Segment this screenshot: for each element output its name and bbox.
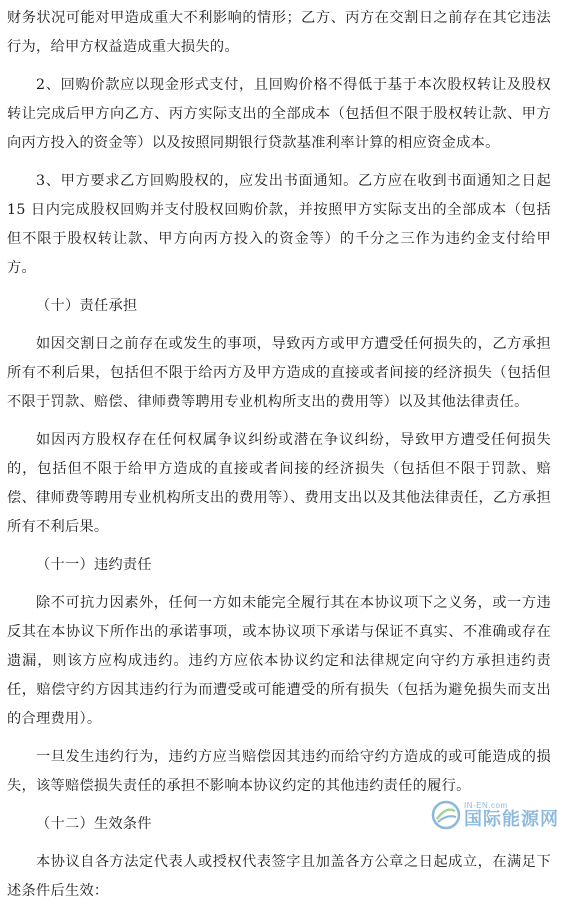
body-paragraph: 如因丙方股权存在任何权属争议纠纷或潜在争议纠纷，导致甲方遭受任何损失的，包括但不限于给甲方造成的直接或者间接的经济损失（包括但不限于罚款、赔偿、律师费等聘用专业机构所支出的费用等）、费用支出以及其他法律责任，乙方承担所有不利后果。	[7, 432, 551, 535]
globe-logo-icon	[431, 800, 461, 830]
body-paragraph: 2、回购价款应以现金形式支付，且回购价格不得低于基于本次股权转让及股权转让完成后甲方向乙方、丙方实际支出的全部成本（包括但不限于股权转让款、甲方向丙方投入的资金等）以及按照同期银行贷款基准利率计算的相应资金成本。	[7, 77, 551, 151]
body-paragraph: 如因交割日之前存在或发生的事项，导致丙方或甲方遭受任何损失的，乙方承担所有不利后果，包括但不限于给丙方及甲方造成的直接或者间接的经济损失（包括但不限于罚款、赔偿、律师费等聘用专业机构所支出的费用等）以及其他法律责任。	[7, 336, 551, 410]
section-heading: （十一）违约责任	[36, 557, 152, 573]
watermark	[431, 800, 559, 830]
watermark-url: IN-EN.com	[464, 801, 508, 810]
body-paragraph: 一旦发生违约行为，违约方应当赔偿因其违约而给守约方造成的或可能造成的损失，该等赔偿损失责任的承担不影响本协议约定的其他违约责任的履行。	[7, 749, 551, 794]
section-heading: （十二）生效条件	[36, 816, 152, 832]
watermark-name: 国际能源网	[464, 809, 559, 829]
body-paragraph: 除不可抗力因素外，任何一方如未能完全履行其在本协议项下之义务，或一方违反其在本协议下所作出的承诺事项，或本协议项下承诺与保证不真实、不准确或存在遗漏，则该方应构成违约。违约方应依本协议约定和法律规定向守约方承担违约责任，赔偿守约方因其违约行为而遭受或可能遭受的所有损失（包括为避免损失而支出的合理费用）。	[7, 595, 551, 727]
body-paragraph: 财务状况可能对甲造成重大不利影响的情形；乙方、丙方在交割日之前存在其它违法行为，给甲方权益造成重大损失的。	[7, 10, 551, 55]
body-paragraph: 3、甲方要求乙方回购股权的，应发出书面通知。乙方应在收到书面通知之日起 15 日内完成股权回购并支付股权回购价款，并按照甲方实际支出的全部成本（包括但不限于股权转让款、甲方向丙方投入的资金等）的千分之三作为违约金支付给甲方。	[7, 173, 551, 276]
section-heading: （十）责任承担	[36, 298, 138, 314]
body-paragraph: 本协议自各方法定代表人或授权代表签字且加盖各方公章之日起成立，在满足下述条件后生效：	[7, 854, 551, 899]
